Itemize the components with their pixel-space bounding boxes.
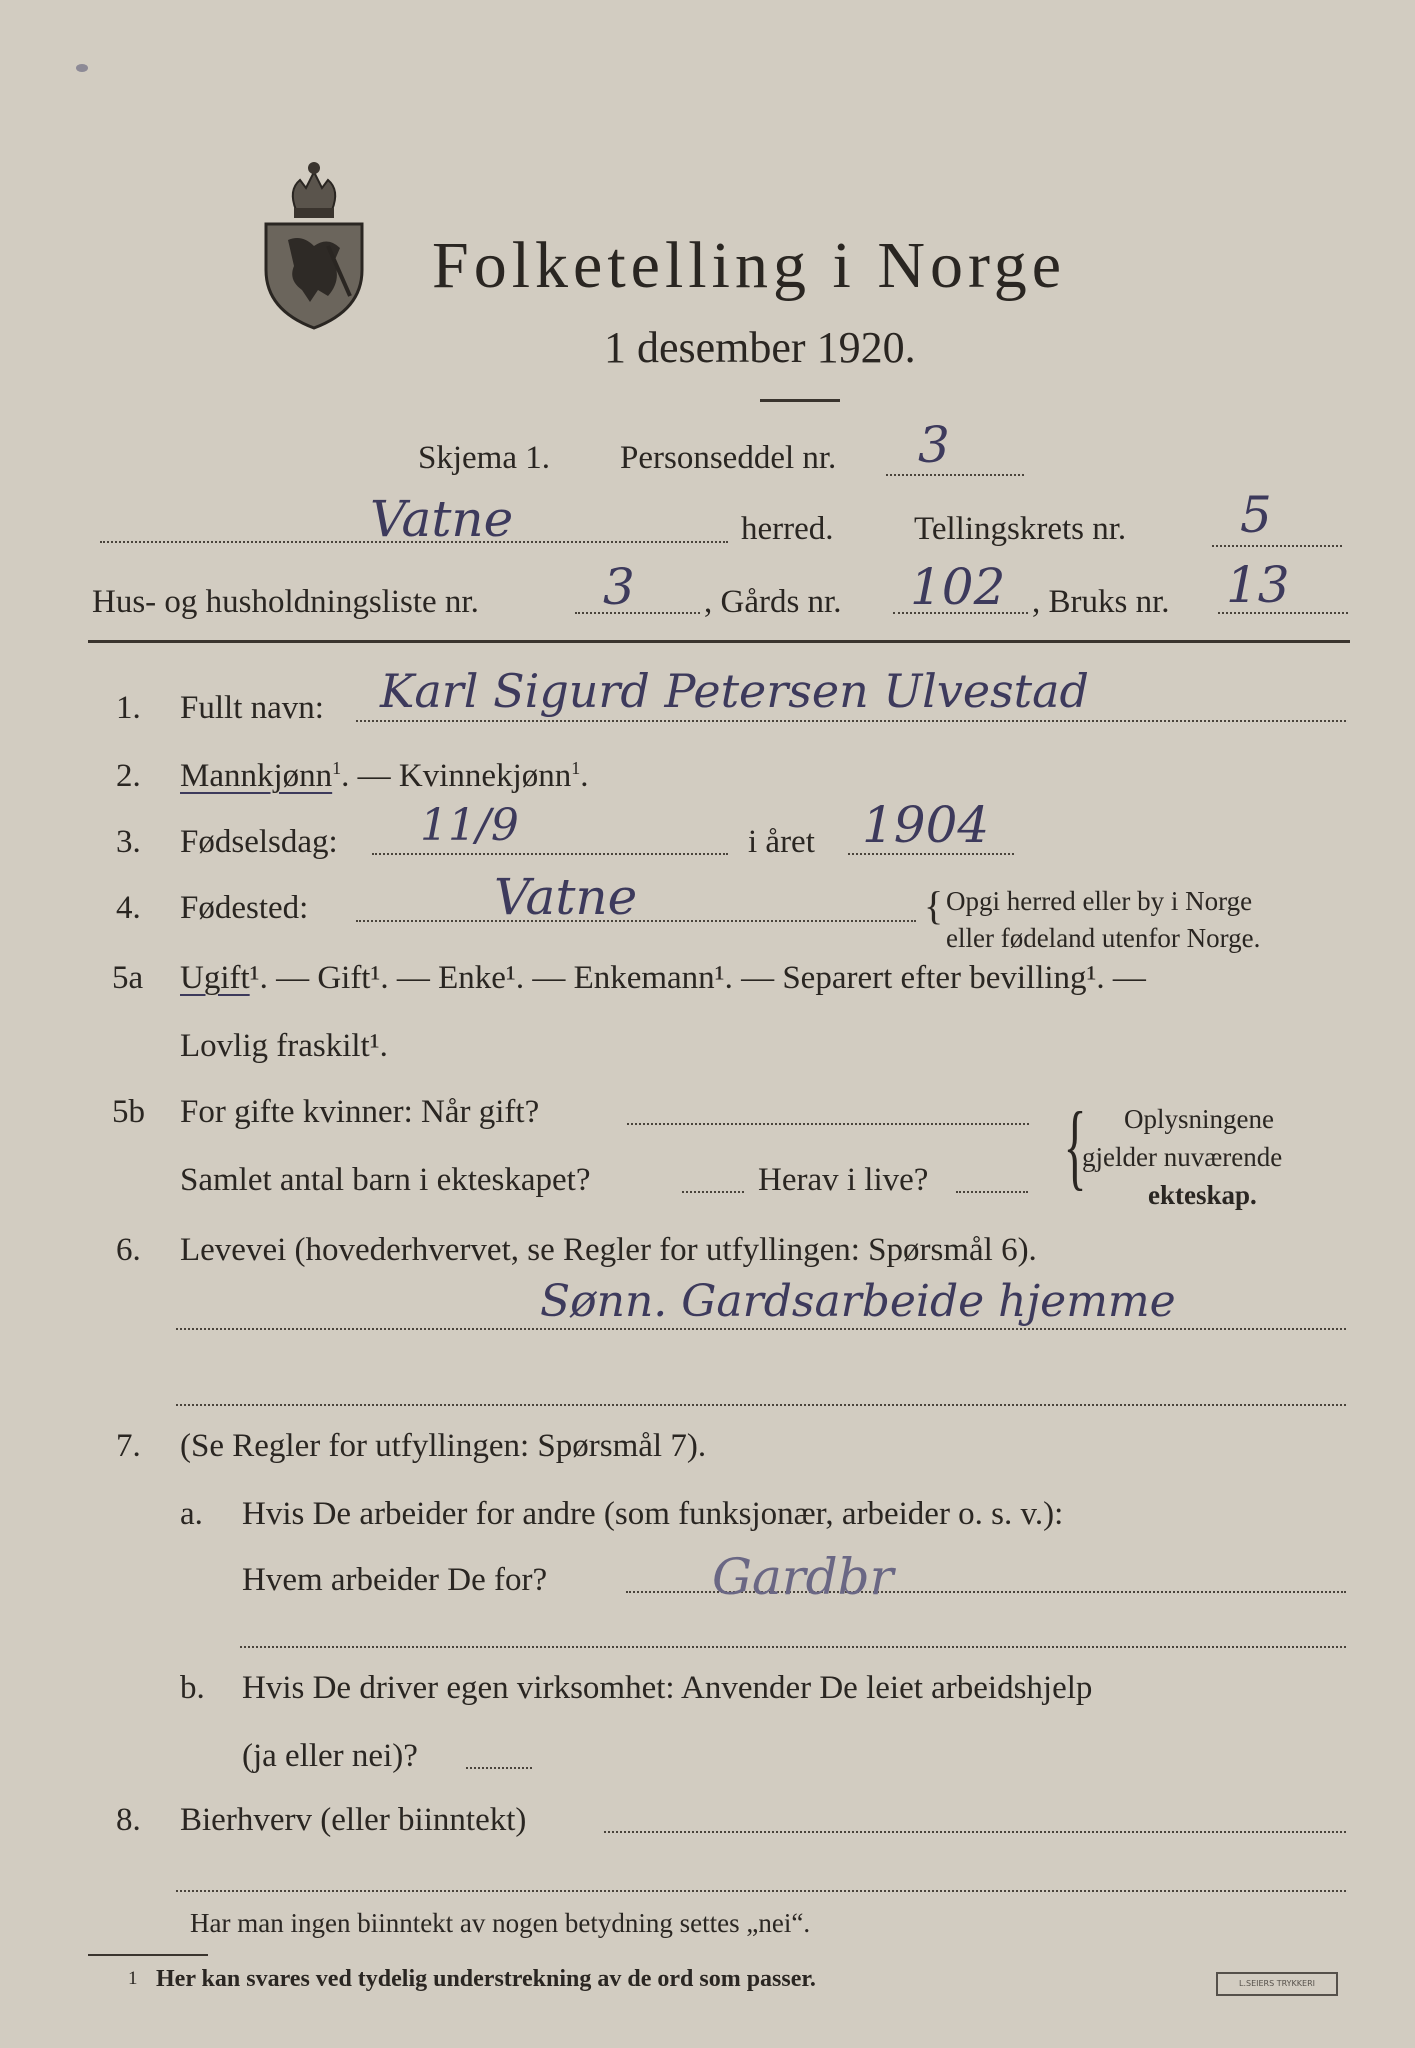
birthplace-value[interactable]: Vatne bbox=[494, 868, 638, 926]
footnote-text: Her kan svares ved tydelig understrekning av de ord som passer. bbox=[156, 1966, 816, 1992]
q2-number: 2. bbox=[116, 758, 141, 794]
q7a-letter: a. bbox=[180, 1496, 203, 1532]
q4-note-2: eller fødeland utenfor Norge. bbox=[946, 923, 1261, 953]
skjema-label: Skjema 1. bbox=[418, 440, 550, 476]
q7b-letter: b. bbox=[180, 1670, 205, 1706]
occupation-value[interactable]: Sønn. Gardsarbeide hjemme bbox=[540, 1276, 1176, 1327]
q5b-note-2: gjelder nuværende bbox=[1082, 1142, 1283, 1172]
tellingskrets-line[interactable] bbox=[1212, 545, 1342, 547]
gards-value[interactable]: 102 bbox=[910, 558, 1006, 616]
q5a-number: 5a bbox=[112, 960, 144, 996]
title-divider bbox=[760, 399, 840, 402]
q7a-label-1: Hvis De arbeider for andre (som funksjonær, arbeider o. s. v.): bbox=[242, 1496, 1064, 1532]
birthday-value[interactable]: 11/9 bbox=[420, 800, 519, 851]
q5b-brace: { bbox=[1063, 1092, 1087, 1199]
q2-sup2: 1 bbox=[571, 758, 581, 778]
q5b-number: 5b bbox=[112, 1094, 145, 1130]
marital-status-options bbox=[180, 960, 1146, 997]
q4-label: Fødested: bbox=[180, 890, 309, 926]
husholdningsliste-value[interactable]: 3 bbox=[603, 558, 635, 616]
printer-stamp: L.SEIERS TRYKKERI bbox=[1216, 1972, 1338, 1996]
q8-number: 8. bbox=[116, 1802, 141, 1838]
q7a-label-2: Hvem arbeider De for? bbox=[242, 1562, 548, 1598]
sex-option-female[interactable]: Kvinnekjønn bbox=[398, 758, 572, 794]
employer-value[interactable]: Gardbr bbox=[712, 1548, 894, 1606]
bruks-label: , Bruks nr. bbox=[1032, 584, 1170, 620]
q8-label: Bierhverv (eller biinntekt) bbox=[180, 1802, 527, 1838]
q4-brace: { bbox=[924, 883, 944, 928]
q5b-label-2: Samlet antal barn i ekteskapet? bbox=[180, 1162, 591, 1198]
q4-number: 4. bbox=[116, 890, 141, 926]
marital-option-ugift[interactable]: Ugift bbox=[180, 960, 250, 996]
birthday-line[interactable] bbox=[372, 853, 728, 855]
q2-options bbox=[180, 758, 589, 795]
bruks-value[interactable]: 13 bbox=[1226, 556, 1290, 614]
side-income-line[interactable] bbox=[604, 1831, 1346, 1833]
q2-sup1: 1 bbox=[332, 758, 342, 778]
personseddel-value[interactable]: 3 bbox=[918, 416, 950, 474]
personseddel-line[interactable] bbox=[886, 474, 1024, 476]
footnote-mark: 1 bbox=[128, 1968, 138, 1989]
occupation-line-1[interactable] bbox=[176, 1328, 1346, 1330]
q7b-label-2: (ja eller nei)? bbox=[242, 1738, 418, 1774]
q1-label: Fullt navn: bbox=[180, 690, 324, 726]
footer-note: Har man ingen biinntekt av nogen betydning settes „nei“. bbox=[190, 1908, 811, 1938]
q2-end: . bbox=[580, 758, 589, 794]
side-income-line-2[interactable] bbox=[176, 1890, 1346, 1892]
q3-number: 3. bbox=[116, 824, 141, 860]
coat-of-arms-icon bbox=[258, 150, 370, 330]
tellingskrets-value[interactable]: 5 bbox=[1240, 486, 1272, 544]
q7-label: (Se Regler for utfyllingen: Spørsmål 7). bbox=[180, 1428, 707, 1464]
marital-options-rest: ¹. — Gift¹. — Enke¹. — Enkemann¹. — Separert efter bevilling¹. — bbox=[249, 960, 1146, 996]
marital-option-fraskilt[interactable]: Lovlig fraskilt¹. bbox=[180, 1028, 388, 1064]
sex-option-male[interactable]: Mannkjønn bbox=[180, 758, 333, 794]
q1-number: 1. bbox=[116, 690, 141, 726]
q6-number: 6. bbox=[116, 1232, 141, 1268]
ink-speck bbox=[76, 64, 88, 72]
q2-separator: . — bbox=[341, 758, 399, 794]
header-rule bbox=[88, 640, 1350, 643]
children-alive-line[interactable] bbox=[956, 1191, 1028, 1193]
herred-value[interactable]: Vatne bbox=[370, 490, 514, 548]
birth-year-value[interactable]: 1904 bbox=[862, 796, 990, 854]
occupation-line-2[interactable] bbox=[176, 1404, 1346, 1406]
personseddel-label: Personseddel nr. bbox=[620, 440, 837, 476]
employer-line-2[interactable] bbox=[240, 1646, 1346, 1648]
form-title: Folketelling i Norge bbox=[432, 229, 1067, 302]
footnote-rule bbox=[88, 1954, 208, 1956]
q1-line[interactable] bbox=[356, 720, 1346, 722]
q5b-label-1: For gifte kvinner: Når gift? bbox=[180, 1094, 540, 1130]
herred-label: herred. bbox=[741, 511, 834, 547]
gards-label: , Gårds nr. bbox=[704, 584, 842, 620]
year-label: i året bbox=[748, 824, 815, 860]
q7b-label-1: Hvis De driver egen virksomhet: Anvender De leiet arbeidshjelp bbox=[242, 1670, 1093, 1706]
tellingskrets-label: Tellingskrets nr. bbox=[914, 511, 1127, 547]
q5b-label-3: Herav i live? bbox=[758, 1162, 929, 1198]
children-count-line[interactable] bbox=[682, 1191, 744, 1193]
q7-number: 7. bbox=[116, 1428, 141, 1464]
full-name-value[interactable]: Karl Sigurd Petersen Ulvestad bbox=[380, 664, 1090, 718]
q6-label: Levevei (hovederhvervet, se Regler for utfyllingen: Spørsmål 6). bbox=[180, 1232, 1037, 1268]
q4-note-1: Opgi herred eller by i Norge bbox=[946, 886, 1253, 916]
q5b-note-3: ekteskap. bbox=[1148, 1180, 1257, 1210]
married-when-line[interactable] bbox=[627, 1123, 1029, 1125]
q5b-note-1: Oplysningene bbox=[1124, 1104, 1274, 1134]
husholdningsliste-label: Hus- og husholdningsliste nr. bbox=[92, 584, 479, 620]
husholdningsliste-line[interactable] bbox=[575, 612, 700, 614]
hired-help-line[interactable] bbox=[466, 1767, 532, 1769]
census-date: 1 desember 1920. bbox=[604, 323, 916, 372]
q3-label: Fødselsdag: bbox=[180, 824, 338, 860]
